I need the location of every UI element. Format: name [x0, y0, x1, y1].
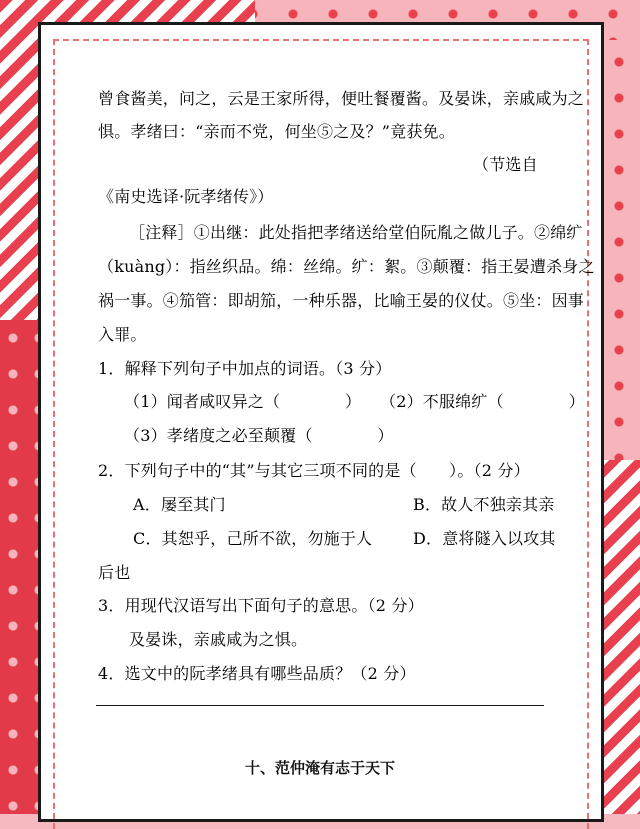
question-stem: 1．解释下列句子中加点的词语。（3 分）: [98, 359, 392, 378]
question-item: （3）孝绪度之必至颠覆（ ）: [124, 426, 394, 445]
note-line: （kuàng）：指丝织品。绵：丝绵。纩：絮。③颠覆：指王晏遭杀身之: [98, 257, 595, 276]
question-item: （2）不服绵纩（ ）: [380, 392, 585, 411]
passage-line: 曾食酱美，问之，云是王家所得，便吐餐覆酱。及晏诛，亲戚咸为之: [98, 89, 585, 108]
background-dots-left: [0, 320, 40, 814]
option-b: B．故人不独亲其亲: [413, 495, 555, 514]
divider-line: [96, 705, 544, 706]
question-stem: 3．用现代汉语写出下面句子的意思。（2 分）: [98, 596, 424, 615]
passage-line: 惧。孝绪曰：“亲而不党，何坐⑤之及？”竟获免。: [98, 122, 455, 141]
note-line: 祸一事。④笳管：即胡笳，一种乐器，比喻王晏的仪仗。⑤坐：因事: [98, 291, 585, 310]
passage-source: （节选自: [473, 155, 538, 174]
passage-source: 《南史选译·阮孝绪传》）: [98, 187, 274, 206]
note-line: 入罪。: [98, 325, 147, 344]
section-title: 十、范仲淹有志于天下: [244, 759, 395, 777]
option-d: D．意将隧入以攻其: [413, 529, 556, 548]
question-item: （1）闻者咸叹异之（ ）: [124, 392, 362, 411]
background-dots-right: [600, 40, 640, 460]
question-stem: 2．下列句子中的“其”与其它三项不同的是（ ）。（2 分）: [98, 461, 530, 480]
worksheet-paper: [38, 22, 604, 822]
question-sentence: 及晏诛，亲戚咸为之惧。: [129, 630, 308, 649]
question-stem: 4．选文中的阮孝绪具有哪些品质？（2 分）: [98, 664, 416, 683]
option-d-continued: 后也: [98, 563, 131, 582]
option-c: C．其恕乎，己所不欲，勿施于人: [133, 529, 373, 548]
note-line: ［注释］①出继：此处指把孝绪送给堂伯阮胤之做儿子。②绵纩: [129, 223, 583, 242]
option-a: A．屡至其门: [133, 495, 226, 514]
